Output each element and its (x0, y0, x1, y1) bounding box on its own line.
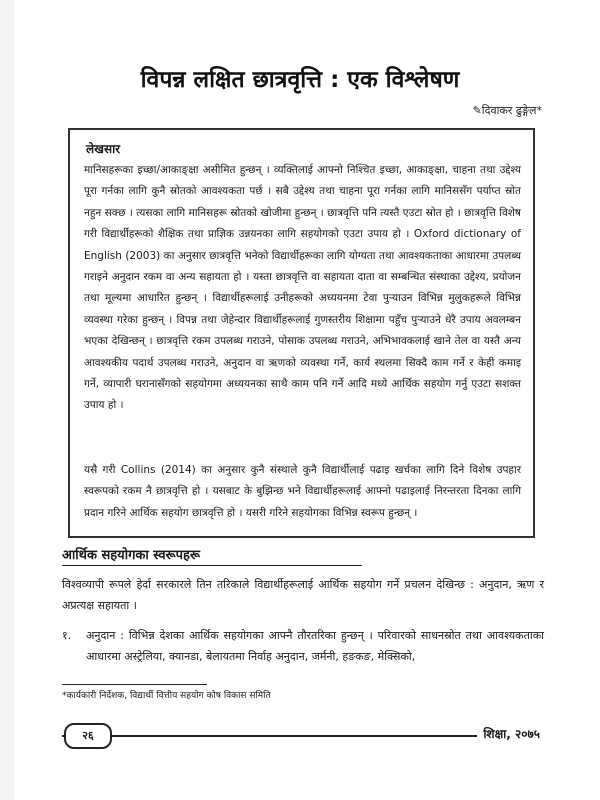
section-intro-paragraph: विश्वव्यापी रूपले हेर्दा सरकारले तिन तरिकाले विद्यार्थीहरूलाई आर्थिक सहयोग गर्ने प्रचलन देखिन्छ : अनुदान, ऋण र अप्रत्यक्ष सहायता । (62, 578, 544, 612)
section-heading-underline (62, 565, 362, 566)
list-item-text: अनुदान : विभिन्न देशका आर्थिक सहयोगका आफ्नै तौरतरिका हुन्छन् । परिवारको साधनस्रोत तथा आवश्यकताका आधारमा अस्ट्रेलिया, क्यानडा, बेलायतमा निर्वाह अनुदान, जर्मनी, हङकङ, मेक्सिको, (86, 629, 544, 663)
article-title: विपन्न लक्षित छात्रवृत्ति : एक विश्लेषण (140, 67, 460, 93)
abstract-heading: लेखसार (86, 142, 121, 156)
section-heading: आर्थिक सहयोगका स्वरूपहरू (62, 548, 201, 563)
article-author: ✎दिवाकर ढुङ्गेल* (472, 104, 542, 117)
abstract-paragraph-2: यसै गरी Collins (2014) का अनुसार कुनै संस्थाले कुनै विद्यार्थीलाई पढाइ खर्चका लागि दिने विशेष उपहार स्वरूपको रकम नै छात्रवृत्ति हो । यसबाट के बुझिन्छ भने विद्यार्थीहरूलाई आफ्नो पढाइलाई निरन्तरता दिनका लागि प्रदान गरिने आर्थिक सहयोग छात्रवृत्ति हो । यसरी गरिने सहयोगका विभिन्न स्वरूप हुन्छन् । (84, 464, 521, 519)
page-spine-shadow (0, 0, 14, 800)
list-item-number: १. (62, 629, 72, 642)
journal-name: शिक्षा, २०७५ (477, 723, 540, 745)
abstract-box (68, 128, 535, 538)
footer-rule (62, 735, 540, 737)
abstract-paragraph-1: मानिसहरूका इच्छा/आकाङ्क्षा असीमित हुन्छन् । व्यक्तिलाई आफ्नो निश्चित इच्छा, आकाङ्क्षा, चाहना तथा उद्देश्य पूरा गर्नका लागि कुनै स्रोतको आवश्यकता पर्छ । सबै उद्देश्य तथा चाहना पूरा गर्नका लागि मानिससँग पर्याप्त स्रोत नहुन सक्छ । त्यसका लागि मानिसहरू स्रोतको खोजीमा हुन्छन् । छात्रवृत्ति पनि त्यस्तै एउटा स्रोत हो । छात्रवृत्ति विशेष गरी विद्यार्थीहरूको शैक्षिक तथा प्राज्ञिक उन्नयनका लागि सहयोगको एउटा उपाय हो । Oxford dictionary of English (2003) का अनुसार छात्रवृत्ति भनेको विद्यार्थीहरूका लागि योग्यता तथा आवश्यकताका आधारमा उपलब्ध गराइने अनुदान रकम वा अन्य सहायता हो । यस्ता छात्रवृत्ति वा सहायता दाता वा सम्बन्धित संस्थाका उद्देश्य, प्रयोजन तथा मूल्यमा आधारित हुन्छन् । विद्यार्थीहरूलाई उनीहरूको अध्ययनमा टेवा पुऱ्याउन विभिन्न मुलुकहरूले विभिन्न व्यवस्था गरेका हुन्छन् । विपन्न तथा जेहेन्दार विद्यार्थीहरूलाई गुणस्तरीय शिक्षामा पहुँच पुऱ्याउने धेरै उपाय अवलम्बन भएका देखिन्छन् । छात्रवृत्ति रकम उपलब्ध गराउने, पोसाक उपलब्ध गराउने, अभिभावकलाई खाने तेल वा यस्तै अन्य आवश्यकीय पदार्थ उपलब्ध गराउने, अनुदान वा ऋणको व्यवस्था गर्ने, कार्य स्थलमा सिक्दै काम गर्ने र केही कमाइ गर्ने, व्यापारी घरानासँगको सहयोगमा अध्ययनका साथै काम पनि गर्ने आदि मध्ये आर्थिक सहयोग गर्नु एउटा सशक्त उपाय हो । (84, 164, 521, 412)
footnote-rule (62, 684, 207, 685)
page-number-badge: २६ (64, 723, 112, 749)
footnote: *कार्यकारी निर्देशक, विद्यार्थी वित्तीय सहयोग कोष विकास समिति (62, 691, 271, 701)
